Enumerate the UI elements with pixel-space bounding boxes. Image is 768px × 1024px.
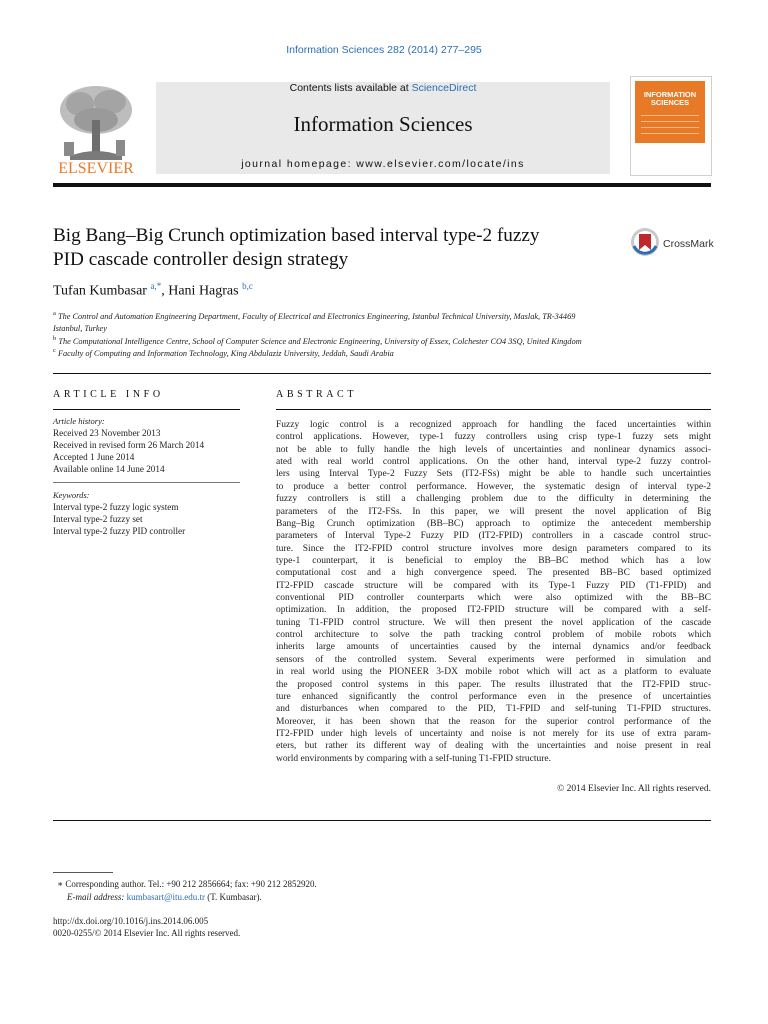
asterisk-marker: ∗	[57, 879, 64, 889]
doi-link[interactable]: http://dx.doi.org/10.1016/j.ins.2014.06.005	[53, 916, 209, 926]
paper-title	[53, 224, 623, 272]
affiliation-marker: a	[53, 310, 56, 317]
keyword-item: Interval type-2 fuzzy PID controller	[53, 526, 186, 536]
contents-line	[156, 82, 610, 94]
author-name: Hani Hagras	[168, 283, 239, 299]
sciencedirect-link[interactable]: ScienceDirect	[411, 82, 477, 94]
abstract-line: IT2-FPID under high levels of uncertainty and noise is not merely for its use of extra param-	[276, 728, 711, 739]
header-rule	[53, 183, 711, 187]
abstract-line: Bang–Big Crunch optimization (BB–BC) approach to optimize the antecedent membership	[276, 518, 711, 529]
abstract-line: optimization. In addition, the proposed IT2-FPID structure will be compared with a self-	[276, 605, 711, 616]
article-history-label: Article history:	[53, 416, 105, 426]
crossmark-badge[interactable]	[630, 226, 720, 260]
journal-cover-thumbnail	[630, 76, 712, 176]
abstract-line: conventional PID controller counterparts which were also optimized with the BB–BC	[276, 593, 711, 604]
crossmark-label: CrossMark	[663, 238, 714, 250]
abstract-body	[276, 419, 711, 765]
title-line-1: Big Bang–Big Crunch optimization based interval type-2 fuzzy	[53, 225, 540, 246]
affiliation-marker: c	[53, 347, 56, 354]
title-line-2: PID cascade controller design strategy	[53, 249, 349, 270]
history-entry: Received in revised form 26 March 2014	[53, 440, 205, 450]
abstract-line: to produce a better control performance. However, the systematic design of interval type-2	[276, 481, 711, 492]
elsevier-logo	[50, 80, 142, 176]
affiliation-c	[53, 345, 703, 360]
abstract-line: Fuzzy logic control is a recognized approach for handling the faced uncertainties within	[276, 420, 711, 430]
abstract-line: fuzzy controllers is still a challenging problem due to the difficulty in determining the	[276, 494, 711, 505]
abstract-rule	[276, 409, 711, 410]
history-entry: Available online 14 June 2014	[53, 464, 165, 474]
issn-copyright: 0020-0255/© 2014 Elsevier Inc. All rights reserved.	[53, 928, 241, 938]
abstract-line: tuning T1-FPID control structure. We will then present the novel application of the cascade	[276, 617, 711, 628]
abstract-line: computational cost and a high convergence speed. The presented BB–BC based optimized	[276, 568, 711, 579]
affiliation-marker: b	[53, 335, 57, 342]
corresponding-text: Corresponding author. Tel.: +90 212 2856664; fax: +90 212 2852920.	[65, 879, 317, 889]
abstract-bottom-rule	[53, 820, 711, 821]
affiliation-a	[53, 308, 703, 335]
journal-title: Information Sciences	[293, 112, 473, 136]
abstract-line: eters, but rather its different way of dealing with the uncertainties and noise present in real	[276, 741, 711, 752]
email-note	[67, 892, 262, 902]
email-link[interactable]: kumbasart@itu.edu.tr	[126, 892, 205, 902]
abstract-line: parameters of the IT2-FSs. In this paper, we will present the novel application of Big	[276, 506, 711, 517]
abstract-line: ated with real world control applications. On the other hand, interval type-2 fuzzy control-	[276, 457, 711, 468]
abstract-line: not be able to fully handle the high levels of uncertainties and nonlinear dynamics associ-	[276, 444, 711, 455]
email-label: E-mail address:	[67, 892, 127, 902]
affiliation-text: Faculty of Computing and Information Technology, King Abdulaziz University, Jeddah, Saudi Arabia	[57, 348, 394, 358]
author-separator: ,	[161, 283, 169, 299]
abstract-line: in real world using the PIONEER 3-DX mobile robot which will act as a platform to evaluate	[276, 667, 711, 678]
author-affiliation-marker[interactable]: b,c	[242, 281, 253, 291]
corresponding-author-note	[53, 879, 317, 890]
abstract-line: the proposed control systems in this paper. The results illustrated that the IT2-FPID struc-	[276, 679, 711, 690]
author-name: Tufan Kumbasar	[53, 283, 147, 299]
history-entry: Received 23 November 2013	[53, 428, 161, 438]
section-rule	[53, 373, 711, 374]
affiliation-text: Istanbul, Turkey	[53, 323, 107, 333]
abstract-line: lers using Interval Type-2 Fuzzy Sets (IT2-FSs) might be able to handle such uncertainties	[276, 469, 711, 480]
footnote-rule	[53, 872, 113, 873]
abstract-line: Moreover, it has been shown that the reason for the superior control performance of the	[276, 716, 711, 727]
abstract-line: ture. Since the IT2-FPID control structure involves more design parameters compared to its	[276, 543, 711, 554]
abstract-line: control applications. However, type-1 fuzzy controllers using crisp type-1 fuzzy sets might	[276, 432, 711, 443]
author-affiliation-marker[interactable]: a,*	[150, 281, 162, 291]
keyword-item: Interval type-2 fuzzy logic system	[53, 502, 179, 512]
email-suffix: (T. Kumbasar).	[204, 892, 262, 902]
keywords-label: Keywords:	[53, 490, 90, 500]
elsevier-wordmark: ELSEVIER	[58, 160, 134, 176]
abstract-line: inherits large amounts of uncertainties caused by the internal dynamics and/or feedback	[276, 642, 711, 653]
keywords-rule	[53, 482, 240, 483]
affiliation-text: The Computational Intelligence Centre, School of Computer Science and Electronic Engineering, University of Essex, Colchester CO4 3SQ, United Kingdom	[58, 336, 582, 346]
abstract-line: ture enhanced significantly the control performance even in the presence of uncertainties	[276, 691, 711, 702]
article-info-heading: ARTICLE INFO	[53, 389, 164, 400]
author-list	[53, 281, 253, 300]
contents-prefix: Contents lists available at	[289, 82, 412, 94]
history-entry: Accepted 1 June 2014	[53, 452, 135, 462]
abstract-copyright: © 2014 Elsevier Inc. All rights reserved.	[557, 784, 711, 794]
affiliation-text: The Control and Automation Engineering Department, Faculty of Electrical and Electronics Engineering, Istanbul Technical University, Maslak, TR-34469	[57, 311, 576, 321]
abstract-line: sensors of the controlled system. Several experiments were performed in simulation and	[276, 654, 711, 665]
journal-reference[interactable]: Information Sciences 282 (2014) 277–295	[286, 44, 482, 56]
abstract-line: type-1 counterpart, it is beneficial to employ the BB–BC method which has a low	[276, 555, 711, 566]
abstract-line: IT2-FPID cascade structure will be compared with its Type-1 Fuzzy PID (T1-FPID) and	[276, 580, 711, 591]
abstract-heading: ABSTRACT	[276, 389, 358, 400]
abstract-line: control architecture to solve the path tracking control problem of mobile robots which	[276, 630, 711, 641]
cover-title: INFORMATION SCIENCES	[643, 90, 697, 107]
abstract-line: world environments by comparing with a self-tuning T1-FPID structure.	[276, 753, 552, 764]
article-info-rule	[53, 409, 240, 410]
journal-homepage[interactable]: journal homepage: www.elsevier.com/locate/ins	[241, 158, 525, 170]
abstract-line: parameters of Interval Type-2 Fuzzy PID (IT2-FPID) controllers in a cascade control struc-	[276, 531, 711, 542]
abstract-line: and disturbances when compared to the PID, T1-FPID and self-tuning T1-FPID structures.	[276, 704, 711, 715]
keyword-item: Interval type-2 fuzzy set	[53, 514, 143, 524]
